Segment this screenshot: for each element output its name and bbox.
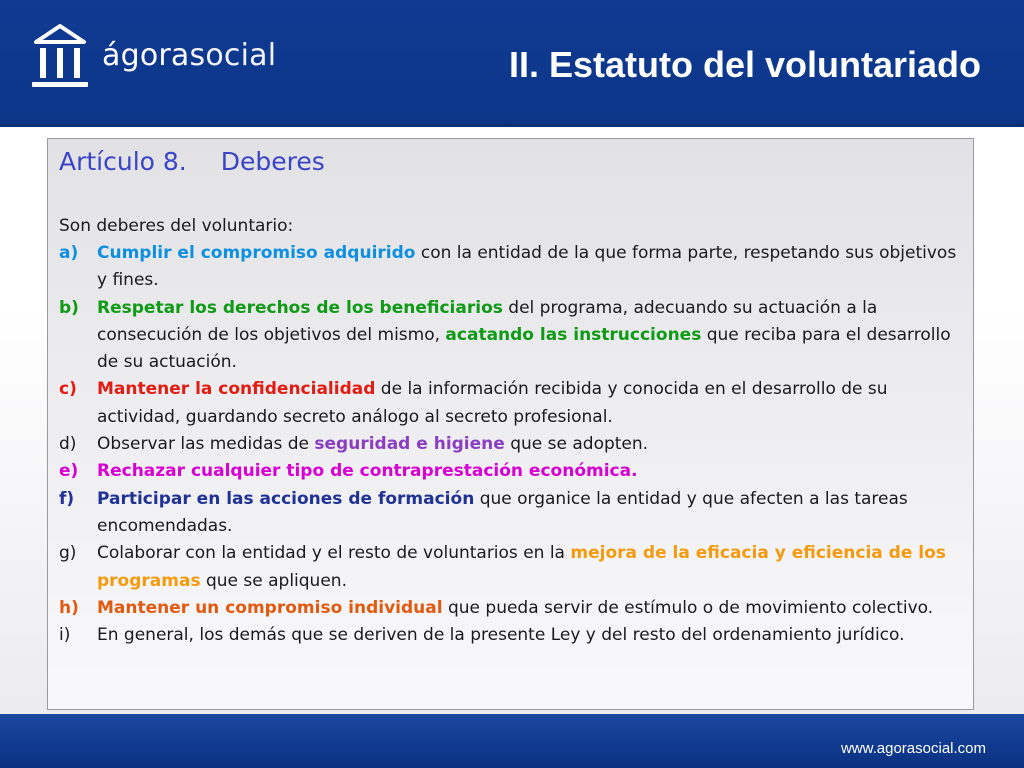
- duty-text: [97, 243, 956, 290]
- slide-title: II. Estatuto del voluntariado: [508, 44, 981, 85]
- duty-text: [97, 434, 648, 454]
- duty-segment: Participar en las acciones de formación: [97, 488, 475, 509]
- footer-bar: [0, 714, 1024, 768]
- duty-item: [59, 486, 969, 541]
- duty-segment: seguridad e higiene: [314, 434, 505, 455]
- header-bar: [0, 0, 1024, 127]
- logo-wordmark: [102, 38, 276, 73]
- duty-segment: Observar las medidas de: [97, 434, 315, 455]
- duty-segment: Rechazar cualquier tipo de contraprestación económica.: [97, 461, 638, 482]
- content-box: [47, 138, 974, 710]
- duty-segment: Respetar los derechos de los beneficiarios: [97, 297, 503, 318]
- duty-item: [59, 458, 969, 485]
- logo-name-strong: ágora: [102, 38, 190, 73]
- duty-text: [97, 461, 638, 481]
- duty-text: [97, 489, 908, 536]
- duty-text: [97, 543, 946, 590]
- duty-marker: h): [59, 597, 79, 618]
- duty-marker: e): [59, 461, 79, 482]
- duty-text: [97, 379, 888, 426]
- duty-segment: del programa, adecuando su actuación a la consecución de los objetivos del mismo,: [97, 297, 878, 345]
- duty-item: [59, 540, 969, 595]
- duty-marker: d): [59, 434, 77, 455]
- duty-marker: c): [59, 379, 77, 400]
- duty-text: [97, 298, 951, 373]
- duty-marker: f): [59, 488, 75, 509]
- duty-text: [97, 625, 905, 645]
- duty-segment: mejora de la eficacia y eficiencia de los programas: [97, 543, 946, 591]
- article-name: Deberes: [220, 147, 325, 176]
- duty-segment: de la información recibida y conocida en el desarrollo de su actividad, guardando secreto análogo al secreto profesional.: [97, 379, 888, 427]
- agorasocial-logo[interactable]: [28, 22, 288, 92]
- duty-item: [59, 295, 969, 377]
- duty-item: [59, 622, 969, 649]
- duty-segment: que se apliquen.: [200, 570, 347, 591]
- duty-item: [59, 595, 969, 622]
- duty-segment: Colaborar con la entidad y el resto de voluntarios en la: [97, 543, 571, 564]
- article-heading: [59, 147, 325, 176]
- duties-intro: Son deberes del voluntario:: [59, 216, 294, 236]
- duty-marker: b): [59, 297, 79, 318]
- footer-website-link[interactable]: www.agorasocial.com: [840, 740, 986, 757]
- duty-segment: acatando las instrucciones: [445, 324, 702, 345]
- duty-segment: Cumplir el compromiso adquirido: [97, 243, 416, 263]
- columns-building-icon: [28, 22, 92, 92]
- duty-marker: a): [59, 243, 79, 263]
- duties-list: [59, 240, 969, 649]
- duty-segment: que se adopten.: [504, 434, 649, 455]
- logo-name-light: social: [189, 38, 277, 73]
- duty-marker: g): [59, 543, 77, 564]
- duty-segment: que organice la entidad y que afecten a las tareas encomendadas.: [97, 488, 908, 536]
- duty-segment: que reciba para el desarrollo de su actuación.: [97, 324, 951, 373]
- duty-segment: Mantener un compromiso individual: [97, 597, 443, 618]
- duty-item: [59, 240, 969, 295]
- article-number: Artículo 8.: [59, 147, 187, 176]
- duty-item: [59, 376, 969, 431]
- duty-item: [59, 431, 969, 458]
- duty-segment: En general, los demás que se deriven de la presente Ley y del resto del ordenamiento jurídico.: [97, 625, 905, 646]
- duty-marker: i): [59, 625, 71, 646]
- duty-segment: con la entidad de la que forma parte, respetando sus objetivos y fines.: [97, 243, 957, 291]
- duty-segment: que pueda servir de estímulo o de movimiento colectivo.: [442, 597, 934, 618]
- duty-text: [97, 598, 933, 618]
- duty-segment: Mantener la confidencialidad: [97, 379, 376, 400]
